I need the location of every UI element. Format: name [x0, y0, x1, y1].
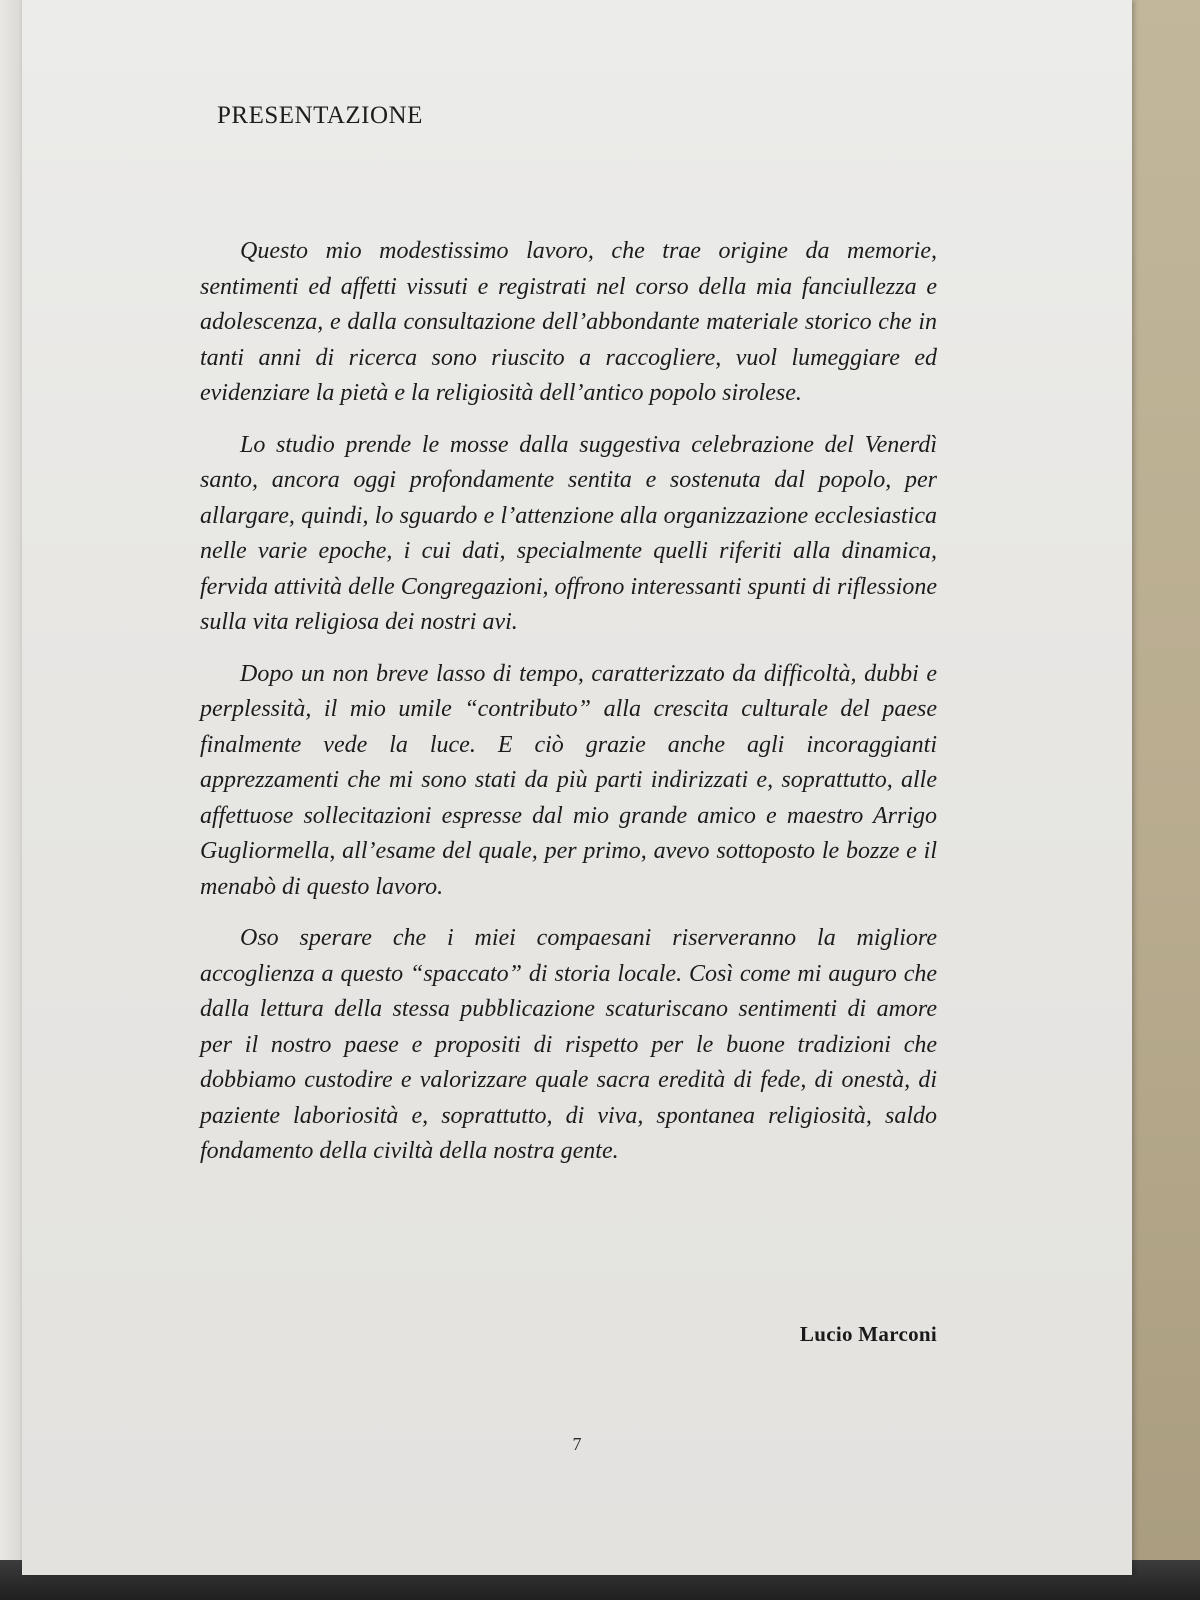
- background-left-edge: [0, 0, 22, 1600]
- page-title: PRESENTAZIONE: [217, 102, 423, 129]
- page-number: 7: [572, 1434, 582, 1454]
- paragraph-3: Dopo un non breve lasso di tempo, caratterizzato da difficoltà, dubbi e perplessità, il mio umile “contributo” alla crescita culturale del paese finalmente vede la luce. E ciò grazie anche agli incoraggianti apprezzamenti che mi sono stati da più parti indirizzati e, soprattutto, alle affettuose sollecitazioni espresse dal mio grande amico e maestro Arrigo Gugliormella, all’esame del quale, per primo, avevo sottoposto le bozze e il menabò di questo lavoro.: [200, 660, 937, 900]
- paragraph-2: Lo studio prende le mosse dalla suggestiva celebrazione del Venerdì santo, ancora oggi profondamente sentita e sostenuta dal popolo, per allargare, quindi, lo sguardo e l’attenzione alla organizzazione ecclesiastica nelle varie epoche, i cui dati, specialmente quelli riferiti alla dinamica, fervida attività delle Congregazioni, offrono interessanti spunti di riflessione sulla vita religiosa dei nostri avi.: [200, 431, 937, 635]
- paragraph-1: Questo mio modestissimo lavoro, che trae origine da memorie, sentimenti ed affetti vissuti e registrati nel corso della mia fanciullezza e adolescenza, e dalla consultazione dell’abbondante materiale storico che in tanti anni di ricerca sono riuscito a raccogliere, vuol lumeggiare ed evidenziare la pietà e la religiosità dell’antico popolo sirolese.: [200, 238, 937, 406]
- paragraph-4: Oso sperare che i miei compaesani riserveranno la migliore accoglienza a questo “spaccato” di storia locale. Così come mi auguro che dalla lettura della stessa pubblicazione scaturiscano sentimenti di amore per il nostro paese e propositi di rispetto per le buone tradizioni che dobbiamo custodire e valorizzare quale sacra eredità di fede, di onestà, di paziente laboriosità e, soprattutto, di viva, spontanea religiosità, saldo fondamento della civiltà della nostra gente.: [200, 925, 937, 1164]
- body-text: [200, 234, 937, 1186]
- author-signature: Lucio Marconi: [799, 1322, 937, 1346]
- background-table: [1130, 0, 1200, 1600]
- book-page: [22, 0, 1132, 1575]
